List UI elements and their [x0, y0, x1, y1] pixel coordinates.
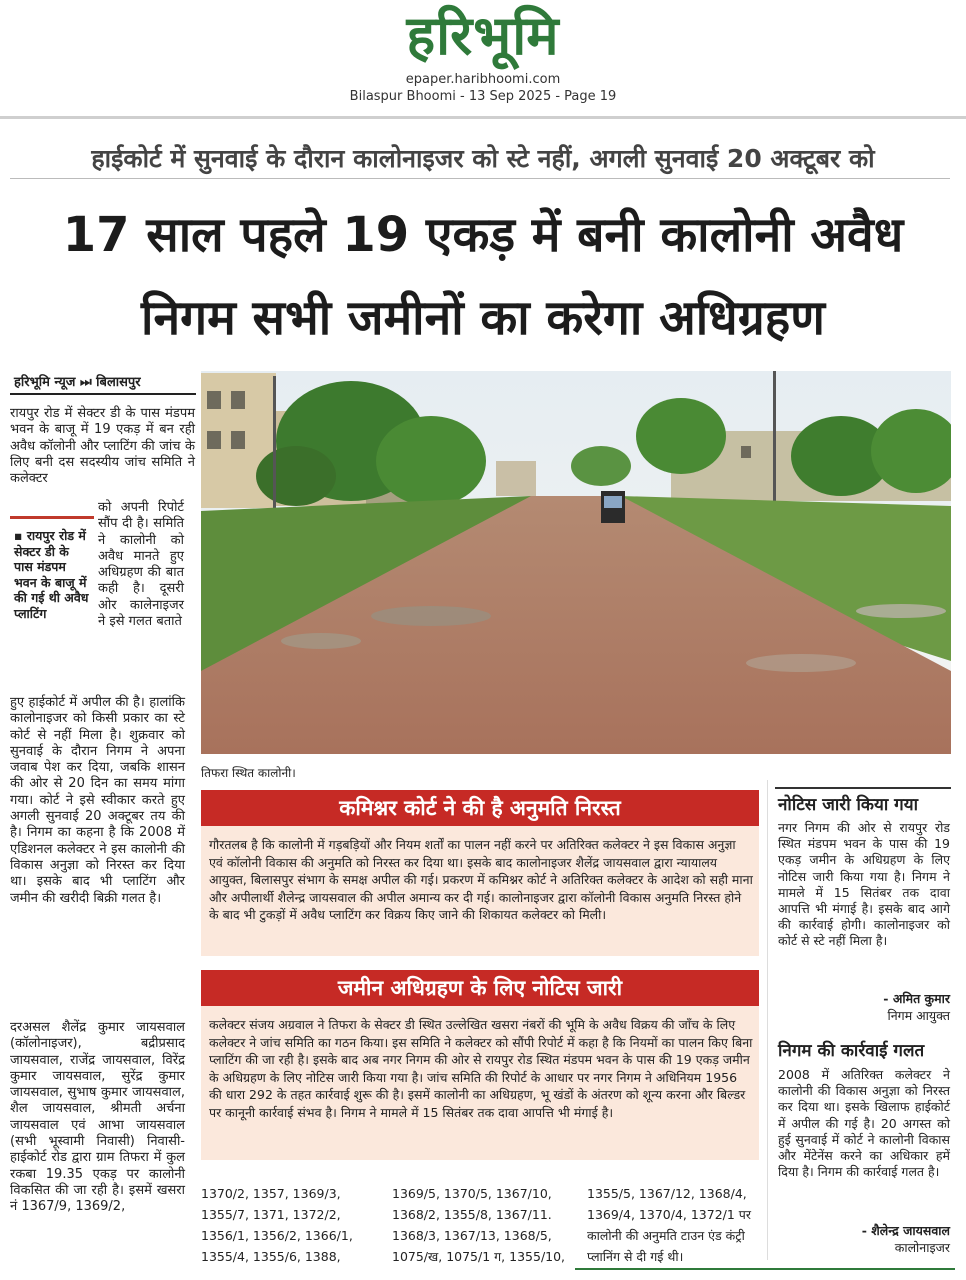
article-side-text: को अपनी रिपोर्ट सौंप दी है। समिति ने कालोनी को अवैध मानते हुए अधिग्रहण की बात कही है। दूसरी ओर कालेनाइजर ने इसे गलत बताते — [98, 500, 184, 630]
callout-divider — [10, 516, 94, 519]
article-body: हुए हाईकोर्ट में अपील की है। हालांकि कालोनाइजर को किसी प्रकार का स्टे कोर्ट से नहीं मिला है। शुक्रवार को सुनवाई के दौरान निगम ने अपना जवाब पेश कर दिया, जबकि शासन की ओर से 20 दिन का समय मांगा गया। कोर्ट ने इसे स्वीकार करते हुए अगली सुनवाई 20 अक्टूबर तय की है। निगम का कहना है कि 2008 में एडिशनल कलेक्टर ने इस कालोनी की विकास अनुज्ञा को निरस्त कर दिया था। इसके बाद भी प्लाटिंग और जमीन की खरीदी बिक्री गलत है। — [10, 695, 185, 906]
article-intro: रायपुर रोड में सेक्टर डी के पास मंडपम भवन के बाजू में 19 एकड़ में बन रही अवैध कॉलोनी और प्लाटिंग की जांच के लिए बनी दस सदस्यीय जांच समिति ने कलेक्टर — [10, 406, 195, 487]
commissioner-court-text: गौरतलब है कि कालोनी में गड़बड़ियों और नियम शर्तों का पालन नहीं करने पर अतिरिक्त कलेक्टर ने इस विकास अनुज्ञा एवं कॉलोनी विकास की अनुमति को निरस्त कर दिया था। इसके बाद कालोनाइजर शैलेंद्र जायसवाल द्वारा न्यायालय आयुक्त, बिलासपुर संभाग के समक्ष अपील की गई। प्रकरण में कमिश्नर कोर्ट ने अतिरिक्त कलेक्टर के आदेश को सही माना और अपीलार्थी शैलेन्द्र जायसवाल की अपील अमान्य कर दी गई। कालोनाइजर द्वारा कॉलोनी विकास अनुमति निरस्त होने के बाद भी टुकड़ों में अवैध प्लाटिंग कर विक्रय किए जाने की शिकायत कलेक्टर को मिली। — [209, 837, 753, 922]
wrong-action-heading: निगम की कार्रवाई गलत — [778, 1041, 925, 1061]
wrong-sig-title: कालोनाइजर — [894, 1240, 950, 1255]
article-body-owners: दरअसल शैलेंद्र कुमार जायसवाल (कॉलोनाइजर), बद्रीप्रसाद जायसवाल, राजेंद्र जायसवाल, विरेंद्र कुमार जायसवाल, सुरेंद्र कुमार जायसवाल, सुभाष कुमार जायसवाल, शैल जायसवाल, श्रीमती अर्चना जायसवाल एवं आभा जायसवाल (सभी भूस्वामी निवासी) निवासी-हाईकोर्ट रोड द्वारा ग्राम तिफरा में कुल रकबा 19.35 एकड़ पर कालोनी विकसित की जा रही है। इसमें खसरा नं 1367/9, 1369/2, — [10, 1020, 185, 1215]
commissioner-court-heading: कमिश्नर कोर्ट ने की है अनुमति निरस्त — [201, 790, 759, 826]
notice-sig-name: - अमित कुमार — [883, 991, 950, 1006]
byline-divider — [10, 393, 196, 395]
khasra-list-2: 1369/5, 1370/5, 1367/10, 1368/2, 1355/8, 1367/11. 1368/3, 1367/13, 1368/5, 1075/ख, 1075/1 ग, 1355/10, — [392, 1186, 566, 1264]
main-headline-line2: निगम सभी जमीनों का करेगा अधिग्रहण — [141, 290, 825, 346]
kicker-headline: हाईकोर्ट में सुनवाई के दौरान कालोनाइजर को स्टे नहीं, अगली सुनवाई 20 अक्टूबर को — [91, 144, 875, 173]
masthead-divider — [0, 116, 966, 119]
notice-sig-title: निगम आयुक्त — [887, 1008, 950, 1023]
colony-road-photo — [201, 371, 951, 754]
notice-signature — [778, 990, 950, 1024]
land-acquisition-box — [201, 970, 759, 1160]
newspaper-logo[interactable]: हरिभूमि — [406, 4, 560, 67]
wrong-sig-name: - शैलेन्द्र जायसवाल — [861, 1223, 950, 1238]
notice-quote: नगर निगम की ओर से रायपुर रोड स्थित मंडपम भवन के पास की 19 एकड़ जमीन के अधिग्रहण के लिए नोटिस जारी किया गया है। निगम ने मामले में 15 सितंबर तक दावा आपत्ति भी मंगाई है। इसके बाद आगे की कार्रवाई होगी। कालोनाइजर को कोर्ट से स्टे नहीं मिला है। — [778, 820, 950, 949]
wrong-action-quote: 2008 में अतिरिक्त कलेक्टर ने कालोनी की विकास अनुज्ञा को निरस्त कर दिया था। इसके खिलाफ हाईकोर्ट में अपील की गई है। 20 अगस्त को हुई सुनवाई में कोर्ट ने कालोनी विकास और मेंटेनेंस करने का अधिकार हमें दिया है। निगम की कार्रवाई गलत है। — [778, 1067, 950, 1180]
khasra-list-1: 1370/2, 1357, 1369/3, 1355/7, 1371, 1372/2, 1356/1, 1356/2, 1366/1, 1355/4, 1355/6, 1388, — [201, 1186, 353, 1264]
land-acquisition-heading: जमीन अधिग्रहण के लिए नोटिस जारी — [201, 970, 759, 1006]
epaper-url[interactable]: epaper.haribhoomi.com — [405, 72, 561, 87]
notice-heading: नोटिस जारी किया गया — [778, 795, 918, 815]
khasra-list-3: 1355/5, 1367/12, 1368/4, 1369/4, 1370/4, 1372/1 पर कालोनी की अनुमति टाउन एंड कंट्री प्लानिंग से दी गई थी। — [587, 1186, 752, 1264]
next-article-strip — [575, 1268, 955, 1280]
highlight-callout: ▪ रायपुर रोड में सेक्टर डी के पास मंडपम भवन के बाजू में की गई थी अवैध प्लाटिंग — [14, 528, 89, 621]
sidebar-divider — [767, 780, 768, 1260]
main-headline-line1: 17 साल पहले 19 एकड़ में बनी कालोनी अवैध — [62, 207, 904, 263]
sidebar-top-rule — [775, 787, 951, 789]
commissioner-court-box — [201, 790, 759, 956]
wrong-action-signature — [778, 1222, 950, 1256]
photo-illustration — [201, 371, 951, 754]
land-acquisition-text: कलेक्टर संजय अग्रवाल ने तिफरा के सेक्टर डी स्थित उल्लेखित खसरा नंबरों की भूमि के अवैध विक्रय की जाँच के लिए कलेक्टर ने जांच समिति का गठन किया। इस समिति ने कलेक्टर को सौंपी रिपोर्ट में कहा है कि नियमों का पालन किए बिना प्लाटिंग की जा रही है। इसके बाद अब नगर निगम की ओर से रायपुर रोड स्थित मंडपम भवन के पास की 19 एकड़ जमीन के अधिग्रहण के लिए नोटिस जारी किया गया है। जांच समिति की रिपोर्ट के आधार पर नगर निगम ने अधिनियम 1956 की धारा 292 के तहत कार्रवाई शुरू की है। इसमें कालोनी का अधिग्रहण, भू खंडों के अंतरण को शून्य करना और बिल्डर पर कानूनी कार्रवाई संभव है। निगम ने मामले में 15 सितंबर तक दावा आपत्ति भी मंगाई है। — [209, 1017, 753, 1120]
edition-info: Bilaspur Bhoomi - 13 Sep 2025 - Page 19 — [349, 89, 617, 104]
photo-caption: तिफरा स्थित कालोनी। — [201, 766, 296, 780]
byline: हरिभूमि न्यूज ⏭ बिलासपुर — [14, 375, 141, 390]
kicker-divider — [10, 178, 950, 179]
